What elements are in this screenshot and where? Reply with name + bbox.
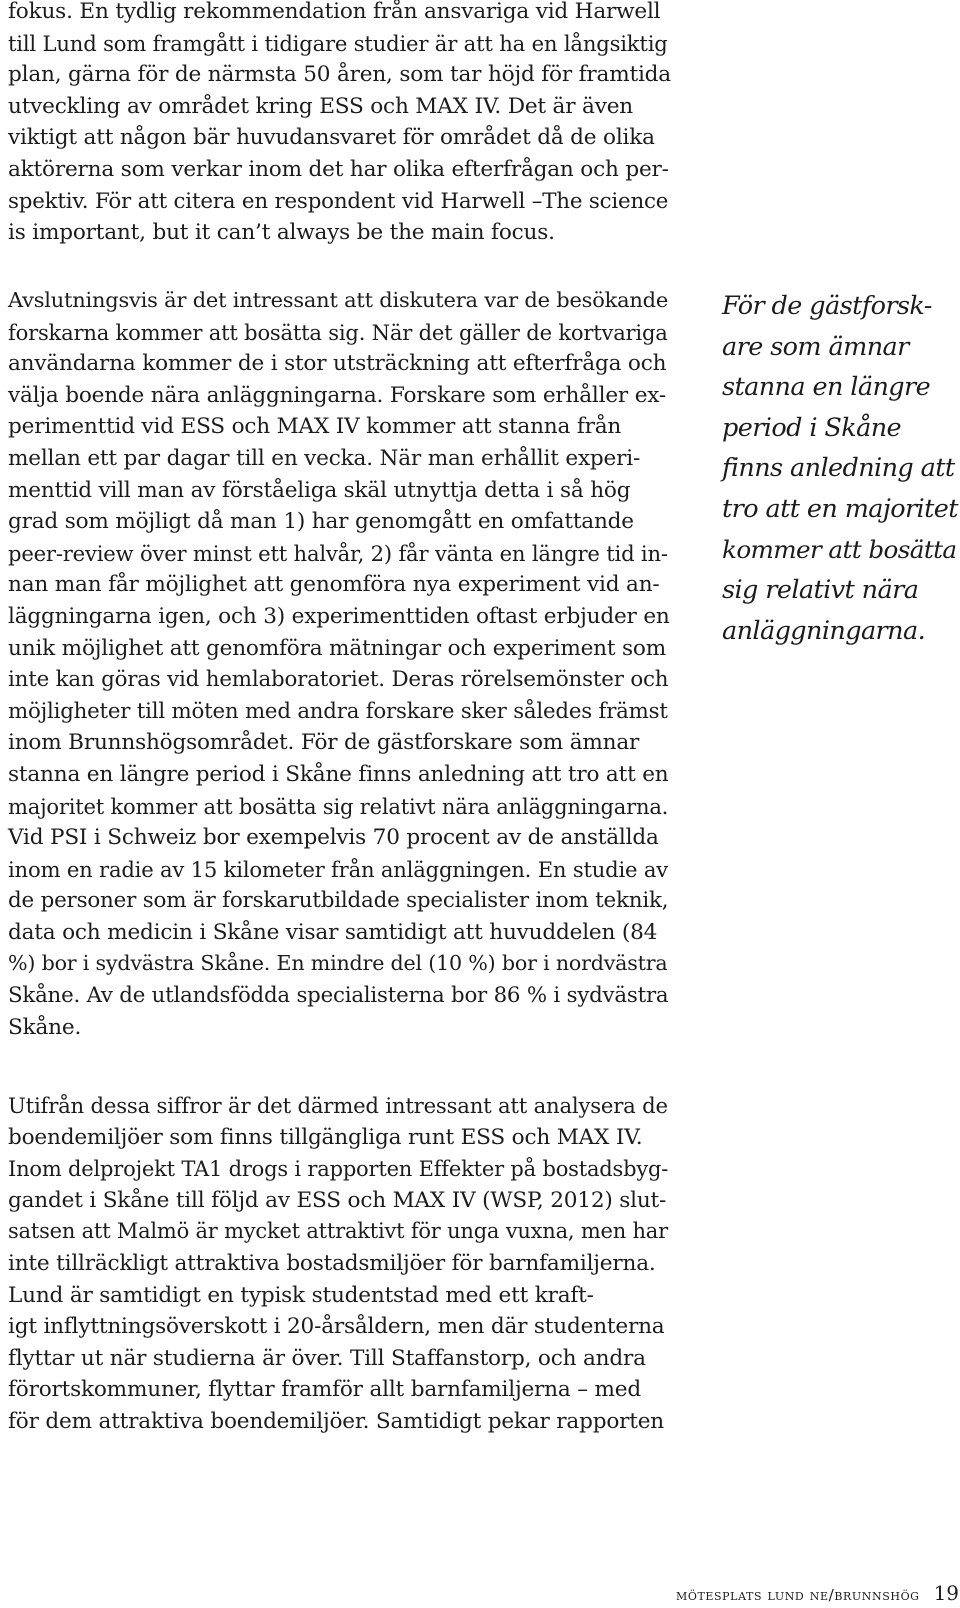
text-line: inom en radie av 15 kilometer från anläggningen. En studie av <box>8 856 669 882</box>
text-line: till Lund som framgått i tidigare studier är att ha en långsiktig <box>8 30 668 56</box>
text-line: boendemiljöer som finns tillgängliga runt ESS och MAX IV. <box>8 1124 643 1150</box>
text-line: möjligheter till möten med andra forskare sker således främst <box>8 698 668 724</box>
pullquote-line: finns anledning att <box>722 453 955 484</box>
text-line: grad som möjligt då man 1) har genomgått en omfattande <box>8 509 634 535</box>
body-paragraph-3 <box>8 1090 672 1438</box>
text-line: inte tillräckligt attraktiva bostadsmiljöer för barnfamiljerna. <box>8 1250 656 1276</box>
text-line: utveckling av området kring ESS och MAX IV. Det är även <box>8 93 633 119</box>
pullquote-line: tro att en majoritet <box>722 493 958 524</box>
page-number: 19 <box>933 1581 960 1605</box>
text-line: majoritet kommer att bosätta sig relativt nära anläggningarna. <box>8 793 669 819</box>
text-line: användarna kommer de i stor utsträckning att efterfråga och <box>8 351 667 377</box>
body-paragraph-1 <box>8 0 672 249</box>
text-line: stanna en längre period i Skåne finns anledning att tro att en <box>8 761 669 787</box>
text-line: Skåne. Av de utlandsfödda specialisterna bor 86 % i sydvästra <box>8 983 669 1009</box>
text-line: Vid PSI i Schweiz bor exempelvis 70 procent av de anställda <box>8 825 659 851</box>
text-line: Lund är samtidigt en typisk studentstad med ett kraft- <box>8 1282 594 1308</box>
text-line: Utifrån dessa siffror är det därmed intressant att analysera de <box>8 1093 668 1118</box>
pullquote-line: sig relativt nära <box>722 575 919 606</box>
text-line: nan man får möjlighet att genomföra nya experiment vid an- <box>8 572 660 598</box>
text-line: peer-review över minst ett halvår, 2) får vänta en längre tid in- <box>8 540 668 566</box>
text-line: Skåne. <box>8 1014 82 1040</box>
text-line: plan, gärna för de närmsta 50 åren, som tar höjd för framtida <box>8 62 671 88</box>
text-line: för dem attraktiva boendemiljöer. Samtidigt pekar rapporten <box>8 1408 665 1434</box>
text-line: förortskommuner, flyttar framför allt barnfamiljerna – med <box>8 1377 641 1403</box>
text-line: gandet i Skåne till följd av ESS och MAX IV (WSP, 2012) slut- <box>8 1187 667 1213</box>
pullquote-line: period i Skåne <box>722 412 902 443</box>
pullquote-line: stanna en längre <box>722 372 931 403</box>
text-line: mellan ett par dagar till en vecka. När man erhållit experi- <box>8 445 641 471</box>
text-line: Inom delprojekt TA1 drogs i rapporten Effekter på bostadsbyg- <box>8 1156 669 1182</box>
text-line: menttid vill man av förståeliga skäl utnyttja detta i så hög <box>8 477 631 503</box>
text-line: flyttar ut när studierna är över. Till Staffanstorp, och andra <box>8 1345 646 1371</box>
pullquote-line: kommer att bosätta <box>722 534 957 564</box>
text-line: läggningarna igen, och 3) experimenttiden oftast erbjuder en <box>8 603 670 629</box>
running-head: mötesplats lund ne/brunnshög <box>676 1586 920 1604</box>
margin-pullquote <box>722 286 958 651</box>
text-line: viktigt att någon bär huvudansvaret för området då de olika <box>8 125 655 151</box>
text-line: unik möjlighet att genomföra mätningar och experiment som <box>8 635 666 661</box>
text-line: de personer som är forskarutbildade specialister inom teknik, <box>8 888 669 914</box>
text-line: inom Brunnshögsområdet. För de gästforskare som ämnar <box>8 730 640 756</box>
text-line: inte kan göras vid hemlaboratoriet. Deras rörelsemönster och <box>8 667 669 693</box>
text-line: %) bor i sydvästra Skåne. En mindre del (10 %) bor i nordvästra <box>8 951 668 976</box>
text-line: fokus. En tydlig rekommendation från ansvariga vid Harwell <box>8 0 661 24</box>
pullquote-line: are som ämnar <box>722 331 909 362</box>
text-line: Avslutningsvis är det intressant att diskutera var de besökande <box>8 288 669 312</box>
text-line: forskarna kommer att bosätta sig. När det gäller de kortvariga <box>8 319 668 345</box>
page-footer <box>676 1581 960 1605</box>
text-line: välja boende nära anläggningarna. Forskare som erhåller ex- <box>8 382 666 408</box>
text-line: aktörerna som verkar inom det har olika efterfrågan och per- <box>8 156 669 182</box>
text-line: spektiv. För att citera en respondent vid Harwell –The science <box>8 188 669 214</box>
pullquote-line: anläggningarna. <box>722 615 926 646</box>
text-line: perimenttid vid ESS och MAX IV kommer att stanna från <box>8 414 622 440</box>
text-line: igt inflyttningsöverskott i 20-årsåldern, men där studenterna <box>8 1314 665 1340</box>
text-line: data och medicin i Skåne visar samtidigt att huvuddelen (84 <box>8 919 658 945</box>
pullquote-line: För de gästforsk- <box>722 291 932 321</box>
text-line: satsen att Malmö är mycket attraktivt för unga vuxna, men har <box>8 1219 668 1244</box>
body-paragraph-2 <box>8 285 672 1043</box>
text-line: is important, but it can’t always be the main focus. <box>8 220 555 246</box>
